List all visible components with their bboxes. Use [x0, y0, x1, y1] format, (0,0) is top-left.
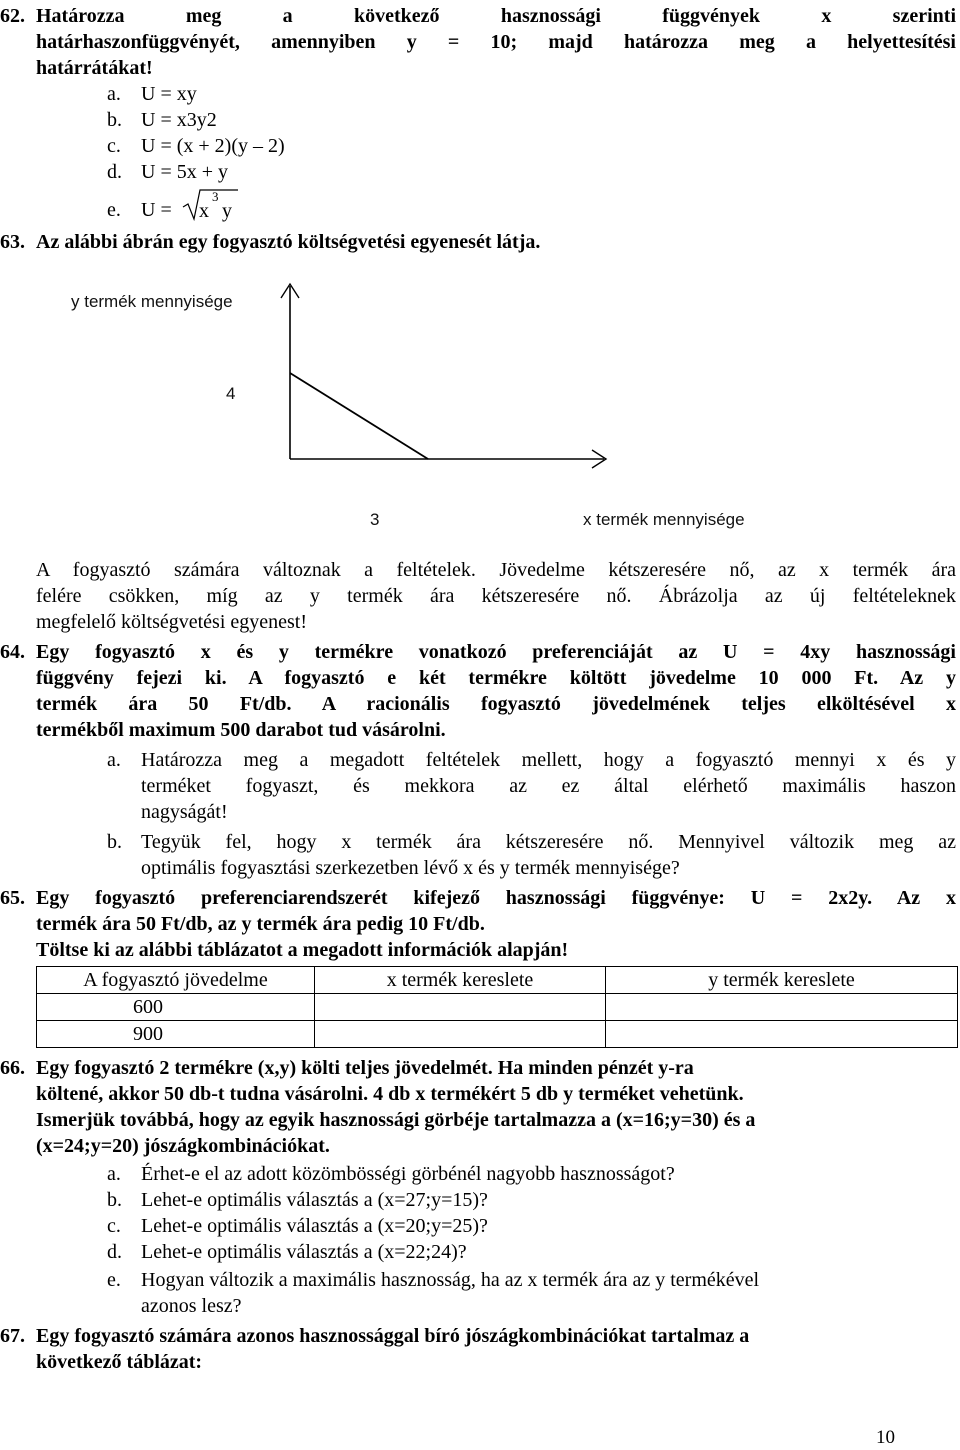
- q65-number: 65.: [0, 887, 25, 909]
- q65-line-1: Egy fogyasztó preferenciarendszerét kifejező hasznossági függvénye: U = 2x2y. Az x: [36, 887, 956, 909]
- q62-item-d-text: U = 5x + y: [141, 161, 229, 183]
- q62-line-1: Határozza meg a következő hasznossági függvények x szerinti: [36, 5, 956, 27]
- q64-a-line-1: Határozza meg a megadott feltételek mellett, hogy a fogyasztó mennyi x és y: [141, 749, 956, 771]
- q65-line-2: termék ára 50 Ft/db, az y termék ára pedig 10 Ft/db.: [36, 913, 485, 935]
- table-cell-y-demand: [606, 1021, 958, 1048]
- q66-item-b-text: Lehet-e optimális választás a (x=27;y=15)?: [141, 1189, 488, 1211]
- q64-b-line-2: optimális fogyasztási szerkezetben lévő x és y termék mennyisége?: [141, 857, 680, 879]
- q62-item-e-radicand-x: x: [199, 200, 209, 222]
- q65-line-3: Töltse ki az alábbi táblázatot a megadott információk alapján!: [36, 939, 569, 961]
- table-cell-income: 600: [37, 994, 315, 1021]
- q66-item-e-text: Hogyan változik a maximális hasznosság, ha az x termék ára az y termékével: [141, 1269, 760, 1291]
- chart-x-intercept-label: 3: [370, 510, 380, 529]
- q62-item-c-text: U = (x + 2)(y – 2): [141, 135, 285, 157]
- q66-line-4: (x=24;y=20) jószágkombinációkat.: [36, 1135, 330, 1157]
- table-cell-x-demand: [315, 994, 606, 1021]
- q66-item-a-label: a.: [107, 1163, 121, 1185]
- q62-item-e-label: e.: [107, 199, 121, 221]
- q62-line-2: határhaszonfüggvényét, amennyiben y = 10; majd határozza meg a helyettesítési: [36, 31, 956, 53]
- q67-line-1: Egy fogyasztó számára azonos hasznossággal bíró jószágkombinációkat tartalmaz a: [36, 1325, 750, 1347]
- q62-item-a-text: U = xy: [141, 83, 197, 105]
- q66-number: 66.: [0, 1057, 25, 1079]
- page-number: 10: [876, 1427, 895, 1448]
- q63-number: 63.: [0, 231, 25, 253]
- q64-line-3: termék ára 50 Ft/db. A racionális fogyasztó jövedelmének teljes elköltésével x: [36, 693, 956, 715]
- table-cell-x-demand: [315, 1021, 606, 1048]
- q67-number: 67.: [0, 1325, 25, 1347]
- q64-a-line-2: terméket fogyaszt, és mekkora az ez által elérhető maximális haszon: [141, 775, 956, 797]
- q64-line-2: függvény fejezi ki. A fogyasztó e két termékre költött jövedelme 10 000 Ft. Az y: [36, 667, 956, 689]
- q62-item-c-label: c.: [107, 135, 121, 157]
- q66-item-e-line-2: azonos lesz?: [141, 1295, 242, 1317]
- q62-item-e-radicand-y: y: [222, 200, 232, 222]
- chart-y-axis-label: y termék mennyisége: [71, 292, 233, 311]
- q64-line-1: Egy fogyasztó x és y termékre vonatkozó preferenciáját az U = 4xy hasznossági: [36, 641, 956, 663]
- q66-line-2: költené, akkor 50 db-t tudna vásárolni. 4 db x termékért 5 db y terméket vehetünk.: [36, 1083, 744, 1105]
- q62-item-e-exponent: 3: [212, 189, 219, 204]
- q66-line-1: Egy fogyasztó 2 termékre (x,y) költi teljes jövedelmét. Ha minden pénzét y-ra: [36, 1057, 694, 1079]
- q64-a-line-3: nagyságát!: [141, 801, 228, 823]
- chart-x-axis-label: x termék mennyisége: [583, 510, 745, 529]
- sqrt-symbol-icon: [183, 190, 238, 219]
- chart-budget-line: [290, 373, 428, 459]
- q63-paragraph-3: megfelelő költségvetési egyenest!: [36, 611, 308, 633]
- table-header-row: [37, 967, 958, 994]
- q64-b-label: b.: [107, 831, 122, 853]
- q62-item-b-label: b.: [107, 109, 122, 131]
- q66-line-3: Ismerjük továbbá, hogy az egyik hasznossági görbéje tartalmazza a (x=16;y=30) és a: [36, 1109, 756, 1131]
- table-cell-y-demand: [606, 994, 958, 1021]
- q63-paragraph-1: A fogyasztó számára változnak a feltételek. Jövedelme kétszeresére nő, az x termék ára: [36, 559, 956, 581]
- table-cell-income: 900: [37, 1021, 315, 1048]
- q66-item-c-label: c.: [107, 1215, 121, 1237]
- q64-a-label: a.: [107, 749, 121, 771]
- q66-item-d-text: Lehet-e optimális választás a (x=22;24)?: [141, 1241, 467, 1263]
- demand-table: [36, 966, 958, 1048]
- chart-y-intercept-label: 4: [226, 384, 236, 403]
- q66-item-b-label: b.: [107, 1189, 122, 1211]
- q66-item-c-text: Lehet-e optimális választás a (x=20;y=25)?: [141, 1215, 488, 1237]
- q63-title: Az alábbi ábrán egy fogyasztó költségvetési egyenesét látja.: [36, 231, 541, 253]
- q67-line-2: következő táblázat:: [36, 1351, 203, 1373]
- q62-line-3: határrátákat!: [36, 57, 153, 79]
- q62-item-a-label: a.: [107, 83, 121, 105]
- q66-item-a-text: Érhet-e el az adott közömbösségi görbénél nagyobb hasznosságot?: [141, 1163, 675, 1185]
- q66-item-e-label: e.: [107, 1269, 121, 1291]
- table-header-cell: A fogyasztó jövedelme: [37, 967, 315, 994]
- q62-item-e-prefix: U =: [141, 199, 172, 221]
- q62-item-d-label: d.: [107, 161, 122, 183]
- q64-number: 64.: [0, 641, 25, 663]
- table-row: [37, 994, 958, 1021]
- table-header-cell: x termék kereslete: [315, 967, 606, 994]
- q64-line-4: termékből maximum 500 darabot tud vásárolni.: [36, 719, 446, 741]
- table-row: [37, 1021, 958, 1048]
- q63-paragraph-2: felére csökken, míg az y termék ára kétszeresére nő. Ábrázolja az új feltételeknek: [36, 585, 956, 607]
- q66-item-d-label: d.: [107, 1241, 122, 1263]
- q62-item-b-text: U = x3y2: [141, 109, 217, 131]
- q64-b-line-1: Tegyük fel, hogy x termék ára kétszeresére nő. Mennyivel változik meg az: [141, 831, 956, 853]
- table-header-cell: y termék kereslete: [606, 967, 958, 994]
- q62-number: 62.: [0, 5, 25, 27]
